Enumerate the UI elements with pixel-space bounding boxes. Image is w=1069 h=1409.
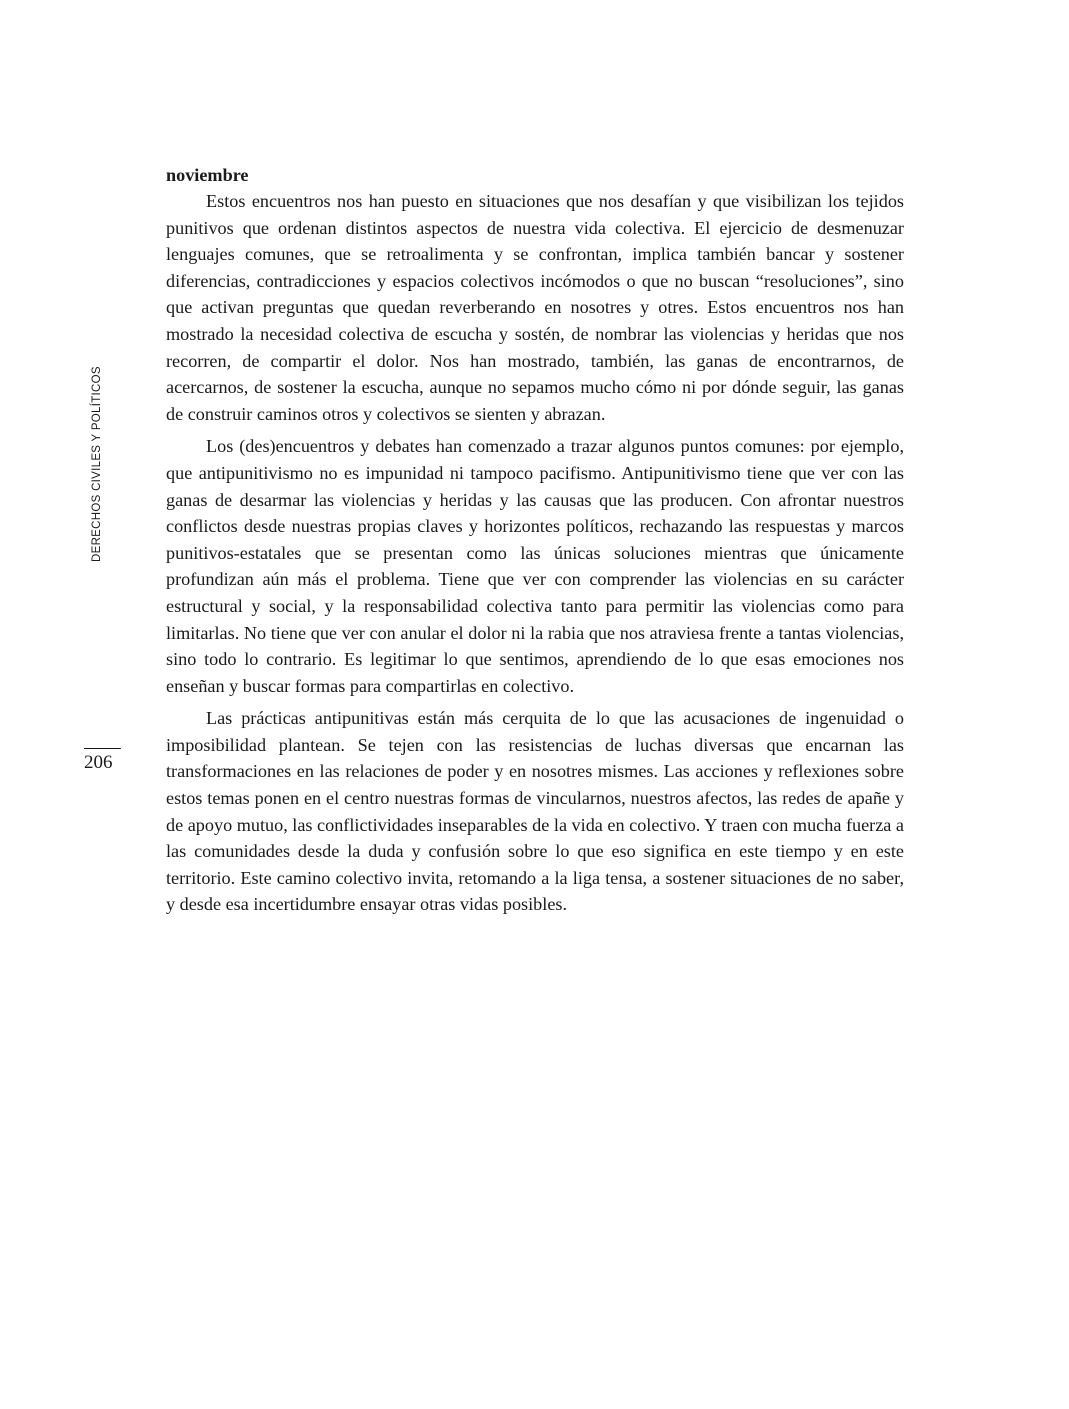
section-heading: noviembre — [166, 165, 249, 185]
running-head: DERECHOS CIVILES Y POLÍTICOS — [91, 366, 103, 562]
body-text — [166, 162, 904, 924]
paragraph-1: Estos encuentros nos han puesto en situaciones que nos desafían y que visibilizan los tejidos punitivos que ordenan distintos aspectos de nuestra vida colectiva. El ejercicio de desmenuzar lenguajes comunes, que se retroalimenta y se confrontan, implica también bancar y sostener diferencias, contradicciones y espacios colectivos incómodos o que no buscan “resoluciones”, sino que activan preguntas que quedan reverberando en nosotres y otres. Estos encuentros nos han mostrado la necesidad colectiva de escucha y sostén, de nombrar las violencias y heridas que nos recorren, de compartir el dolor. Nos han mostrado, también, las ganas de encontrarnos, de acercarnos, de sostener la escucha, aunque no sepamos mucho cómo ni por dónde seguir, las ganas de construir caminos otros y colectivos se sienten y abrazan. — [166, 191, 904, 424]
paragraph-2: Los (des)encuentros y debates han comenzado a trazar algunos puntos comunes: por ejemplo, que antipunitivismo no es impunidad ni tampoco pacifismo. Antipunitivismo tiene que ver con las ganas de desarmar las violencias y heridas y las causas que las producen. Con afrontar nuestros conflictos desde nuestras propias claves y horizontes políticos, rechazando las respuestas y marcos punitivos-estatales que se presentan como las únicas soluciones mientras que únicamente profundizan aún más el problema. Tiene que ver con comprender las violencias en su carácter estructural y social, y la responsabilidad colectiva tanto para permitir las violencias como para limitarlas. No tiene que ver con anular el dolor ni la rabia que nos atraviesa frente a tantas violencias, sino todo lo contrario. Es legitimar lo que sentimos, aprendiendo de lo que esas emociones nos enseñan y buscar formas para compartirlas en colectivo. — [166, 436, 904, 696]
paragraph-3: Las prácticas antipunitivas están más cerquita de lo que las acusaciones de ingenuidad o imposibilidad plantean. Se tejen con las resistencias de luchas diversas que encarnan las transformaciones en las relaciones de poder y en nosotres mismes. Las acciones y reflexiones sobre estos temas ponen en el centro nuestras formas de vincularnos, nuestros afectos, las redes de apañe y de apoyo mutuo, las conflictividades inseparables de la vida en colectivo. Y traen con mucha fuerza a las comunidades desde la duda y confusión sobre lo que eso significa en este tiempo y en este territorio. Este camino colectivo invita, retomando a la liga tensa, a sostener situaciones de no saber, y desde esa incertidumbre ensayar otras vidas posibles. — [166, 708, 904, 915]
page-number: 206 — [84, 752, 113, 773]
folio-rule — [84, 748, 121, 749]
